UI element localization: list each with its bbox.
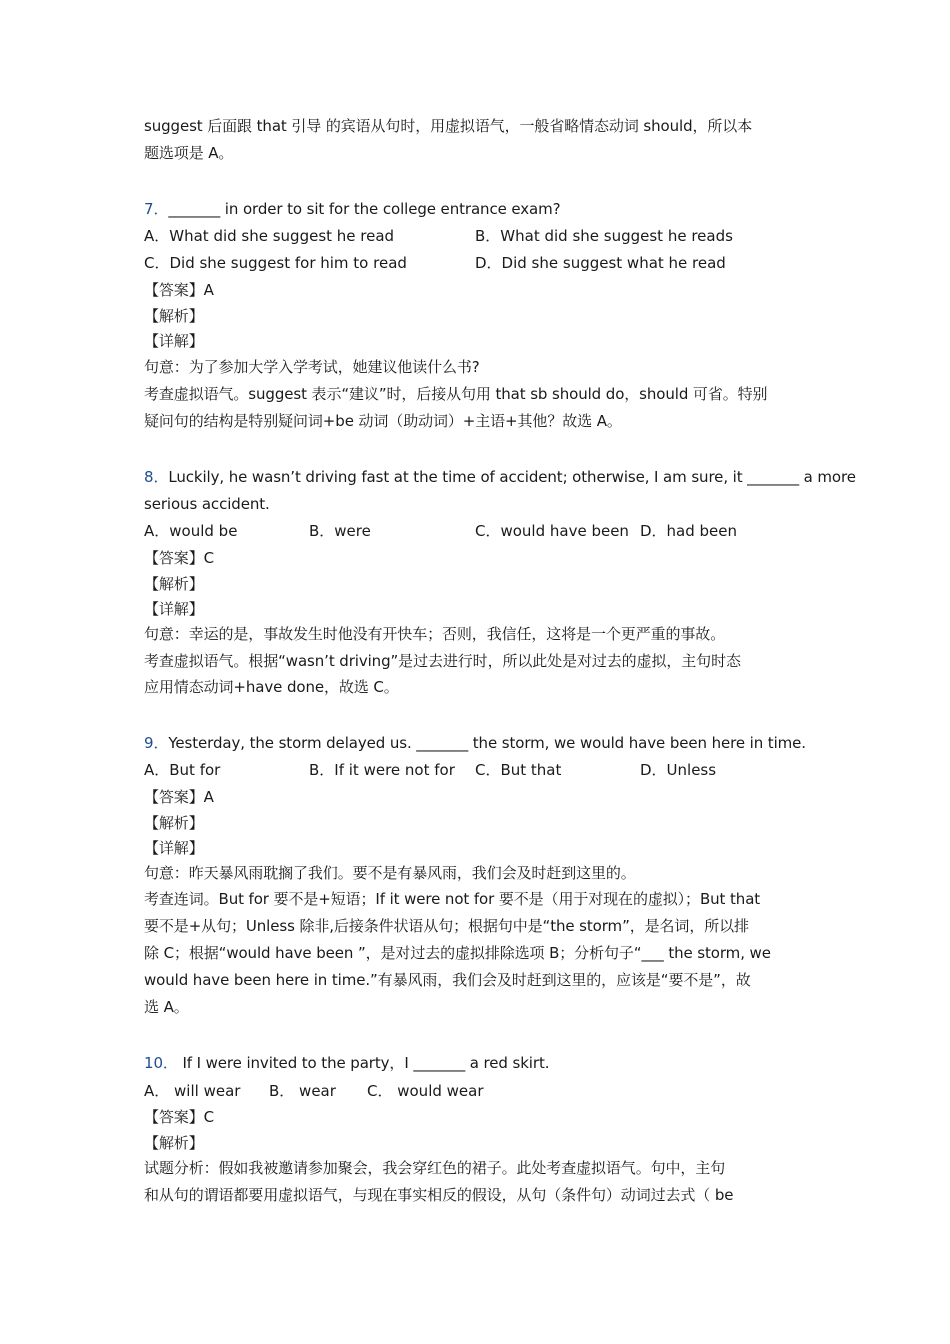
explanation-line: would have been here in time.”有暴风雨，我们会及时赶到这里的，应该是“要不是”，故 [144,971,751,989]
option-b: B． wear [269,1082,336,1100]
explanation-line: 选 A。 [144,998,189,1016]
option-a: A．What did she suggest he read [144,227,395,245]
option-b: B．were [309,522,371,540]
answer-label: 【答案】A [144,281,214,299]
detail-label: 【详解】 [144,839,204,857]
option-d: D．Unless [640,761,717,779]
option-c: C．But that [475,761,562,779]
detail-label: 【详解】 [144,600,204,618]
question-number: 7． [144,200,169,218]
answer-label: 【答案】C [144,549,214,567]
analysis-label: 【解析】 [144,575,204,593]
explanation-line: 试题分析：假如我被邀请参加聚会，我会穿红色的裙子。此处考查虚拟语气。句中，主句 [144,1159,726,1177]
intro-line: 题选项是 A。 [144,144,234,162]
explanation-line: 和从句的谓语都要用虚拟语气，与现在事实相反的假设，从句（条件句）动词过去式（ be [144,1186,734,1204]
option-a: A．would be [144,522,238,540]
question-number: 8． [144,468,169,486]
option-c: C．Did she suggest for him to read [144,254,407,272]
explanation-line: 考查虚拟语气。suggest 表示“建议”时，后接从句用 that sb should do，should 可省。特别 [144,385,768,403]
question-10-stem: 10． If I were invited to the party，I _______ a red skirt. [144,1054,550,1072]
option-b: B．If it were not for [309,761,455,779]
question-number: 9． [144,734,169,752]
detail-label: 【详解】 [144,332,204,350]
option-b: B．What did she suggest he reads [475,227,733,245]
explanation-line: 除 C；根据“would have been ”，是对过去的虚拟排除选项 B；分析句子“___ the storm, we [144,944,771,962]
question-9-stem: 9．Yesterday, the storm delayed us. _______ the storm, we would have been here in time. [144,734,806,752]
analysis-label: 【解析】 [144,814,204,832]
option-c: C． would wear [367,1082,484,1100]
option-d: D．had been [640,522,738,540]
option-a: A． will wear [144,1082,241,1100]
analysis-label: 【解析】 [144,1134,204,1152]
question-number: 10． [144,1054,178,1072]
option-a: A．But for [144,761,221,779]
option-d: D．Did she suggest what he read [475,254,726,272]
explanation-line: 疑问句的结构是特别疑问词+be 动词（助动词）+主语+其他？故选 A。 [144,412,622,430]
question-8-stem-cont: serious accident. [144,495,270,513]
answer-label: 【答案】C [144,1108,214,1126]
question-8-stem: 8．Luckily, he wasn’t driving fast at the time of accident; otherwise, I am sure, it _______ a more [144,468,856,486]
explanation-line: 句意：为了参加大学入学考试，她建议他读什么书? [144,358,480,376]
option-c: C．would have been [475,522,629,540]
explanation-line: 应用情态动词+have done，故选 C。 [144,678,399,696]
explanation-line: 考查虚拟语气。根据“wasn’t driving”是过去进行时，所以此处是对过去的虚拟，主句时态 [144,652,741,670]
question-7-stem: 7．_______ in order to sit for the college entrance exam? [144,200,561,218]
intro-line: suggest 后面跟 that 引导 的宾语从句时，用虚拟语气，一般省略情态动词 should，所以本 [144,117,753,135]
explanation-line: 句意：幸运的是，事故发生时他没有开快车；否则，我信任，这将是一个更严重的事故。 [144,625,726,643]
analysis-label: 【解析】 [144,307,204,325]
answer-label: 【答案】A [144,788,214,806]
explanation-line: 要不是+从句；Unless 除非,后接条件状语从句；根据句中是“the storm”，是名词，所以排 [144,917,749,935]
explanation-line: 考查连词。But for 要不是+短语；If it were not for 要不是（用于对现在的虚拟）；But that [144,890,761,908]
explanation-line: 句意：昨天暴风雨耽搁了我们。要不是有暴风雨，我们会及时赶到这里的。 [144,864,636,882]
